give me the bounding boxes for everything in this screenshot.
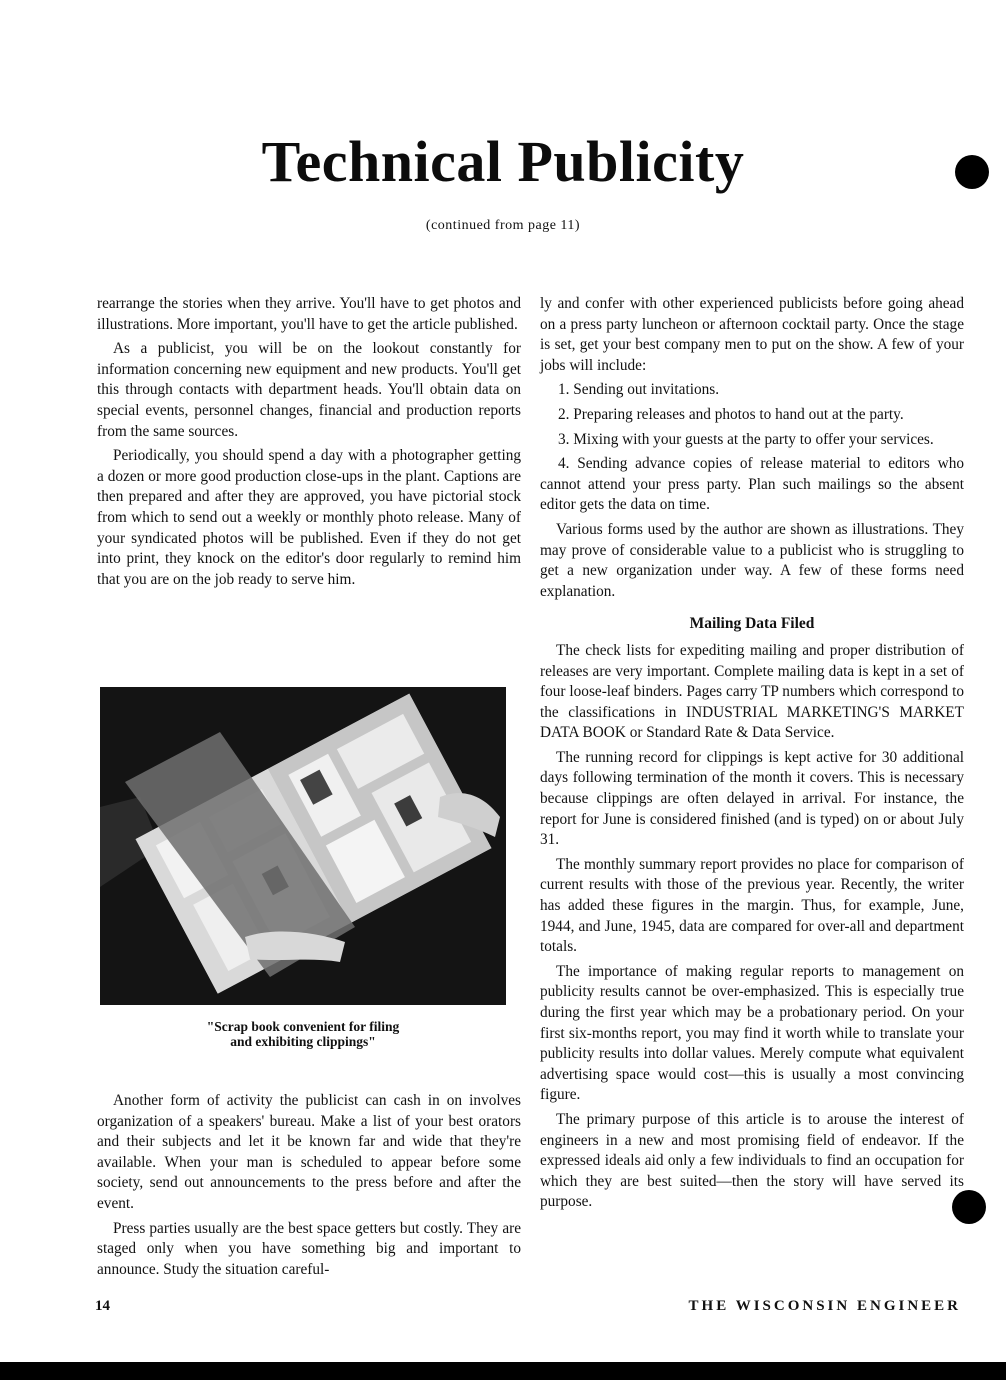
paragraph: Press parties usually are the best space getters but costly. They are staged only when you have something big and important to announce. Study the situation careful- bbox=[97, 1219, 521, 1278]
list-item: 2. Preparing releases and photos to hand out at the party. bbox=[558, 405, 904, 423]
paragraph: rearrange the stories when they arrive. You'll have to get photos and illustrations. More important, you'll have to get the article published. bbox=[97, 295, 521, 333]
page-title: Technical Publicity bbox=[261, 129, 745, 194]
paragraph: Another form of activity the publicist can cash in on involves organization of a speakers' bureau. Make a list of your best orators and their subjects and let it be known far and wide that they're available. When your man is scheduled to appear before some society, send out announcements to the press before and after the event. bbox=[97, 1092, 521, 1212]
left-column-top bbox=[97, 294, 521, 590]
scan-edge bbox=[0, 1362, 1006, 1380]
section-heading: Mailing Data Filed bbox=[689, 615, 815, 633]
paragraph: The primary purpose of this article is to arouse the interest of engineers in a new and most promising field of endeavor. If the expressed ideals aid only a few individuals to find an occupation for which they are best suited—then the story will have served its purpose. bbox=[540, 1110, 964, 1211]
page-number: 14 bbox=[95, 1298, 110, 1314]
list-item: 4. Sending advance copies of release material to editors who cannot attend your press party. Plan such mailings so the absent editor gets the data on time. bbox=[540, 455, 964, 514]
left-column-bottom bbox=[97, 1091, 521, 1280]
photo-caption bbox=[100, 1019, 506, 1049]
paragraph: The monthly summary report provides no place for comparison of current results with those of the previous year. Recently, the writer has added these figures in the margin. Thus, for example, June, 1944, and June, 1945, data are compared for over-all and department totals. bbox=[540, 855, 964, 956]
paragraph: As a publicist, you will be on the lookout constantly for information concerning new equipment and new products. You'll get this through contacts with department heads. You'll obtain data on special events, personnel changes, financial and production reports from the same sources. bbox=[97, 340, 521, 440]
caption-line: and exhibiting clippings" bbox=[230, 1034, 376, 1049]
list-item: 1. Sending out invitations. bbox=[558, 381, 720, 399]
publication-name: THE WISCONSIN ENGINEER bbox=[688, 1298, 961, 1314]
paragraph: Various forms used by the author are shown as illustrations. They may prove of considerable value to a publicist who is struggling to get a new organization under way. A few of these forms need explanation. bbox=[540, 520, 964, 600]
right-column bbox=[540, 294, 964, 1213]
paragraph: Periodically, you should spend a day with a photographer getting a dozen or more good production close-ups in the plant. Captions are then prepared and after they are approved, you have pictorial stock from which to send out a weekly or monthly photo release. Many of your syndicated photos will be published. Even if they do not get into print, they knock on the editor's door regularly to remind him that you are on the job ready to serve him. bbox=[97, 447, 521, 588]
list-item: 3. Mixing with your guests at the party to offer your services. bbox=[558, 430, 934, 448]
paragraph: The running record for clippings is kept active for 30 additional days following termination of the month it covers. This is necessary because clippings are often delayed in arrival. For instance, the report for June is considered finished (and is typed) on or about July 31. bbox=[540, 748, 964, 849]
scrapbook-illustration bbox=[100, 687, 506, 1005]
caption-line: "Scrap book convenient for filing bbox=[206, 1019, 400, 1034]
paragraph: The importance of making regular reports to management on publicity results cannot be over-emphasized. This is especially true during the first year which may be a probationary period. On your first six-months report, you may find it worth while to translate your publicity results into dollar values. Merely compute what equivalent advertising space would cost—this is usually a most convincing figure. bbox=[540, 962, 964, 1104]
continued-note: (continued from page 11) bbox=[425, 218, 581, 233]
paragraph: ly and confer with other experienced publicists before going ahead on a press party luncheon or afternoon cocktail party. Once the stage is set, get your best company men to put on the show. A few of your jobs will include: bbox=[540, 295, 964, 374]
paragraph: The check lists for expediting mailing and proper distribution of releases are very important. Complete mailing data is kept in a set of four loose-leaf binders. Pages carry TP numbers which correspond to the classifications in INDUSTRIAL MARKETING'S MARKET DATA BOOK or Standard Rate & Data Service. bbox=[540, 641, 964, 742]
scrapbook-photo bbox=[100, 687, 506, 1005]
